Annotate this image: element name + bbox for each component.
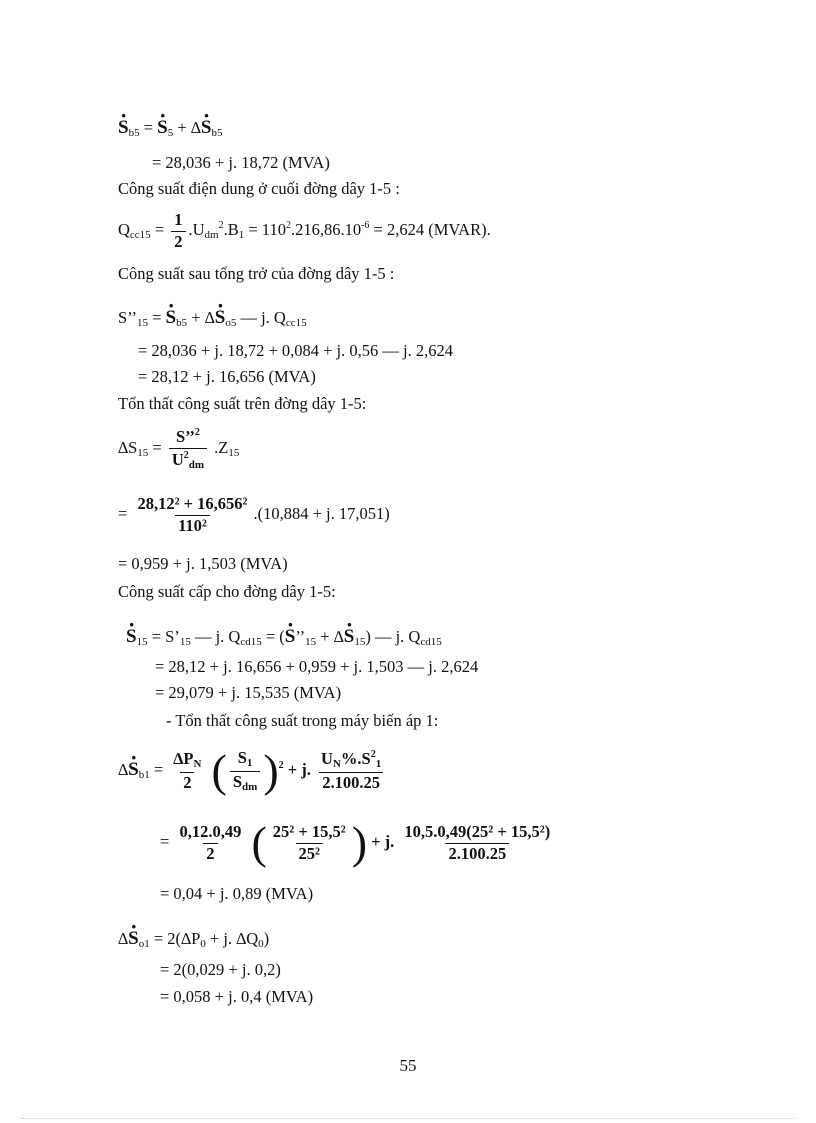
- equation-numeric-loss: = $\frac{\text{28,12² + 16,656²}}{\text{110²}}$ .(10,884 + j. 17,051): [118, 494, 390, 535]
- s-dot: · S: [118, 118, 129, 137]
- line-20: = 0,04 + j. 0,89 (MVA): [160, 884, 314, 903]
- line-23: = 0,058 + j. 0,4 (MVA): [160, 987, 314, 1006]
- line-13: Công suất cấp cho đờng dây 1-5:: [118, 582, 336, 601]
- equation-delta-sb1: ∆· $S_{b1}$ = $\frac{\Delta P_N}{2}$ ( $\frac{S_1}{S_{dm}}$ )$^2$ + j. $\frac{U_N\%.S^2_1}{2.100.25}$: [118, 748, 387, 794]
- line-5: Công suất sau tổng trở của đờng dây 1-5 :: [118, 264, 395, 283]
- equation-delta-so1: ∆· $S_{o1} = 2(\Delta P_0 + j$. $\Delta Q_0$): [118, 929, 269, 950]
- equation-s15-supply: · $S_{15}$ = $S’_{15}$ — j. $Q_{cd15}$ = (· $S’’_{15}$ + ∆· $S_{15}$) — j. $Q_{cd15}$: [126, 627, 442, 648]
- equation-numeric-sb1: = $\frac{0,12.0,49}{2}$ ( $\frac{\text{25² + 15,5²}}{\text{25²}}$ ) + j. $\frac{\text{10,5.0,49(25² + 15,5²)}}{2.100.25}$: [160, 817, 551, 868]
- equation-qcc15: $Q_{cc15}$ = $\frac{1}{2}$ $.U_{dm}^2.B_1 = 110^2.216,86.10^{-6} = 2,624$ (MVAR).: [118, 210, 491, 251]
- line-15: = 28,12 + j. 16,656 + 0,959 + j. 1,503 — j. 2,624: [155, 657, 479, 676]
- page-number: 55: [399, 1056, 417, 1075]
- equation-sb5: · $S_{b5}$ = · $S_5$ + ∆· $S_{b5}$: [118, 118, 222, 139]
- line-2: = 28,036 + j. 18,72 (MVA): [152, 153, 330, 172]
- line-16: = 29,079 + j. 15,535 (MVA): [155, 683, 342, 702]
- fraction-half: $\frac{1}{2}$: [171, 212, 185, 250]
- line-17: - Tổn thất công suất trong máy biến áp 1:: [166, 711, 439, 730]
- line-3: Công suất điện dung ở cuối đờng dây 1-5 :: [118, 179, 400, 198]
- line-22: = 2(0,029 + j. 0,2): [160, 960, 281, 979]
- line-9: Tổn thất công suất trên đờng dây 1-5:: [118, 394, 367, 413]
- equation-delta-s15: $\Delta S_{15}$ = $\frac{S’’^2}{U^2_{dm}}$ $.Z_{15}$: [118, 427, 240, 471]
- footer-divider: [20, 1118, 796, 1119]
- line-12: = 0,959 + j. 1,503 (MVA): [118, 554, 288, 573]
- line-8: = 28,12 + j. 16,656 (MVA): [138, 367, 316, 386]
- equation-s15-after: $S’’_{15}$ = · $S_{b5}$ + ∆· $S_{o5}$ — j. $Q_{cc15}$: [118, 308, 307, 329]
- line-7: = 28,036 + j. 18,72 + 0,084 + j. 0,56 — j. 2,624: [138, 341, 453, 360]
- eq1: =: [143, 118, 158, 137]
